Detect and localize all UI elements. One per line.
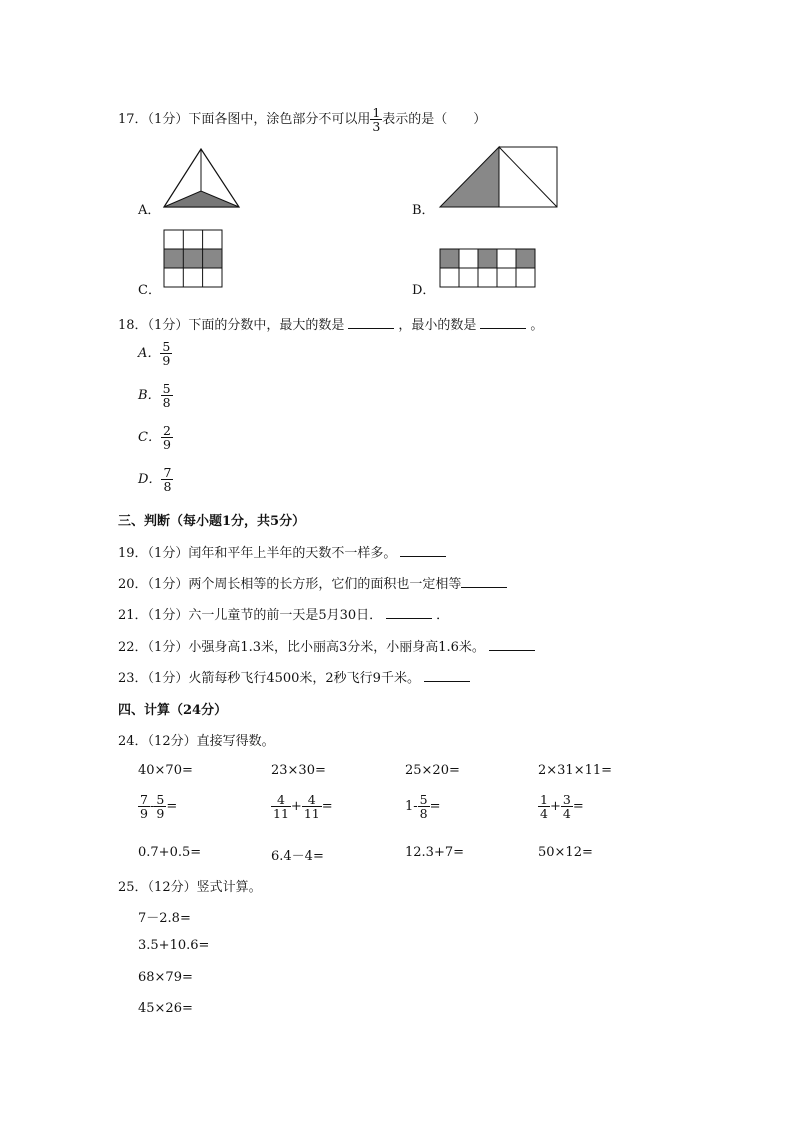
answer-blank[interactable]: [461, 575, 507, 588]
q22: 22．（1分）小强身高1.3米，比小丽高3分米，小丽身高1.6米。: [118, 636, 539, 655]
q18-option-d: D． $\frac{7}{8}$: [138, 465, 172, 495]
q17-stem: 17．（1分）下面各图中，涂色部分不可以用 $\frac{1}{3}$ 表示的是（ ）: [118, 105, 487, 135]
section-heading-calc: 四、计算（24分）: [118, 703, 228, 718]
q18-option-c: C． $\frac{2}{9}$: [138, 423, 171, 453]
calc-item: 6.4－4=: [271, 849, 324, 864]
answer-blank[interactable]: [424, 669, 470, 682]
answer-blank[interactable]: [348, 316, 394, 329]
calc-item-fraction: $\frac{7}{9}$ - $\frac{5}{9}$ =: [140, 792, 178, 822]
answer-blank[interactable]: [400, 544, 446, 557]
calc-item: 23×30=: [271, 763, 326, 778]
answer-blank[interactable]: [480, 316, 526, 329]
answer-blank[interactable]: [489, 638, 535, 651]
calc-item: 12.3+7=: [405, 845, 465, 860]
calc-item: 40×70=: [138, 763, 193, 778]
q18-option-a: A． $\frac{5}{9}$: [138, 339, 171, 369]
vertical-calc-item: 7－2.8=: [138, 911, 191, 926]
figure-b-rectangle: [437, 144, 561, 210]
calc-item: 0.7+0.5=: [138, 845, 202, 860]
fraction: $\frac{1}{3}$: [372, 105, 381, 135]
calc-item: 2×31×11=: [538, 763, 613, 778]
calc-item: 25×20=: [405, 763, 460, 778]
option-label-c: C．: [138, 283, 161, 298]
q21: 21．（1分）六一儿童节的前一天是5月30日． ．: [118, 608, 450, 623]
option-label-a: A．: [138, 203, 161, 218]
q20: 20．（1分）两个周长相等的长方形，它们的面积也一定相等: [118, 573, 511, 592]
calc-item-fraction: $\frac{1}{4}$ + $\frac{3}{4}$ =: [540, 792, 584, 822]
vertical-calc-item: 68×79=: [138, 970, 193, 985]
vertical-calc-item: 3.5+10.6=: [138, 938, 210, 953]
q19: 19．（1分）闰年和平年上半年的天数不一样多。: [118, 542, 450, 561]
q24-title: 24．（12分）直接写得数。: [118, 734, 275, 749]
q23: 23．（1分）火箭每秒飞行4500米，2秒飞行9千米。: [118, 667, 474, 686]
figure-c-grid: [162, 228, 226, 290]
q18-stem: 18．（1分）下面的分数中，最大的数是 ，最小的数是 。: [118, 318, 544, 333]
q25-title: 25．（12分）竖式计算。: [118, 880, 262, 895]
answer-blank[interactable]: [386, 606, 432, 619]
figure-a-triangle: [162, 145, 242, 211]
option-label-b: B．: [412, 203, 435, 218]
calc-item: 50×12=: [538, 845, 593, 860]
vertical-calc-item: 45×26=: [138, 1001, 193, 1016]
calc-item-fraction: $\frac{4}{11}$ + $\frac{4}{11}$ =: [273, 792, 333, 822]
section-heading-judge: 三、判断（每小题1分，共5分）: [118, 514, 306, 529]
option-label-d: D．: [412, 283, 436, 298]
q18-option-b: B． $\frac{5}{8}$: [138, 381, 171, 411]
calc-item-fraction: 1- $\frac{5}{8}$ =: [405, 792, 441, 822]
figure-d-strip: [438, 247, 540, 289]
